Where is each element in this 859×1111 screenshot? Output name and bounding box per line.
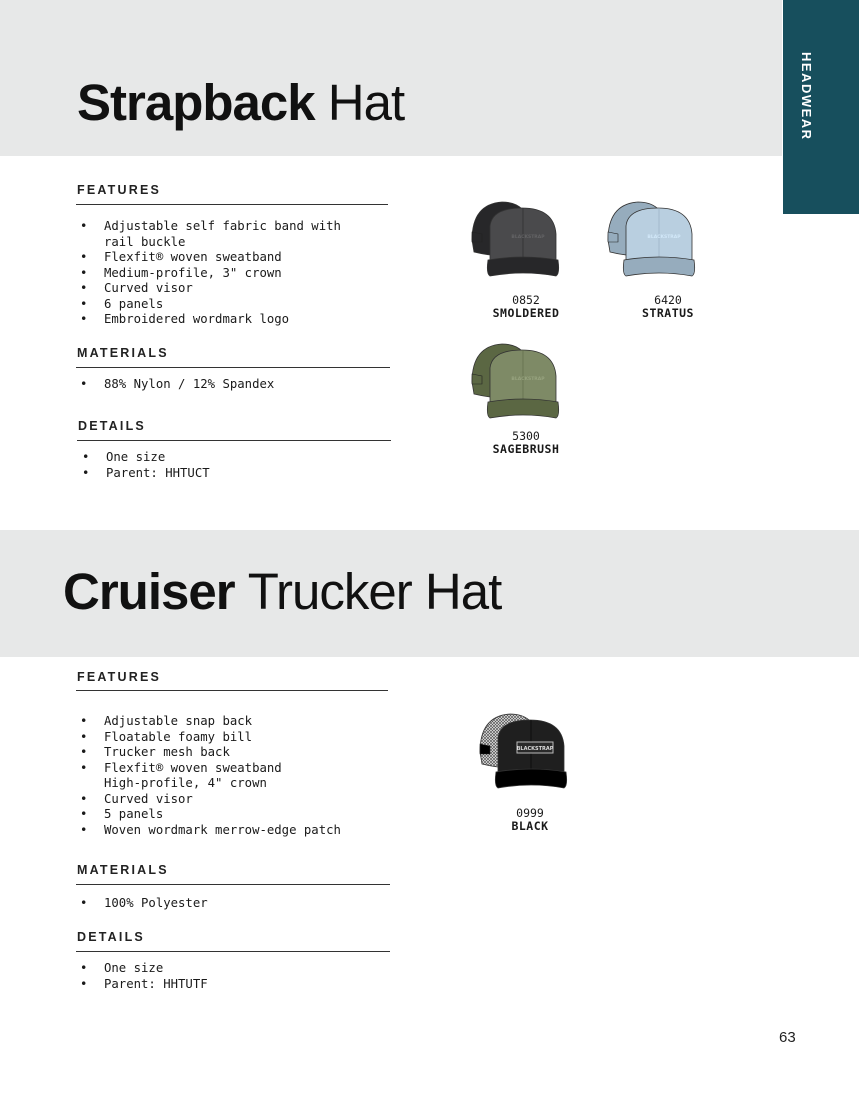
page-number: 63	[779, 1029, 796, 1046]
details-heading: DETAILS	[78, 419, 146, 433]
brim	[623, 257, 694, 276]
list-item: • One size	[78, 961, 208, 977]
svg-text:BLACKSTRAP: BLACKSTRAP	[516, 746, 554, 752]
back-strap	[472, 374, 482, 384]
product-title-strapback	[77, 72, 404, 134]
color-code: 0852	[512, 293, 540, 307]
title-bold: Strapback	[77, 74, 315, 131]
features-list	[78, 219, 341, 328]
list-item: • Curved visor	[78, 281, 341, 297]
svg-text:BLACKSTRAP: BLACKSTRAP	[511, 235, 545, 240]
list-item: • Flexfit® woven sweatband	[78, 250, 341, 266]
title-bold: Cruiser	[63, 563, 235, 620]
list-item: • Floatable foamy bill	[78, 730, 341, 746]
brim	[487, 257, 558, 276]
materials-list	[78, 896, 208, 912]
list-item: • 5 panels	[78, 807, 341, 823]
svg-text:BLACKSTRAP: BLACKSTRAP	[511, 377, 545, 382]
materials-heading: MATERIALS	[77, 346, 169, 360]
list-item: • Medium-profile, 3" crown	[78, 266, 341, 282]
list-item: • Adjustable self fabric band with rail buckle	[78, 219, 341, 250]
color-code: 0999	[516, 806, 544, 820]
hat-swatch-sagebrush	[468, 338, 568, 428]
details-list	[78, 961, 208, 992]
section-tab-label: HEADWEAR	[799, 52, 814, 141]
list-item: • Parent: HHTUCT	[80, 466, 210, 482]
list-item: • Trucker mesh back	[78, 745, 341, 761]
divider	[76, 884, 390, 885]
product-title-cruiser	[63, 561, 501, 623]
list-item: • 6 panels	[78, 297, 341, 313]
title-light: Trucker Hat	[247, 563, 502, 620]
color-name: STRATUS	[642, 306, 694, 320]
list-item: • Adjustable snap back	[78, 714, 341, 730]
materials-list	[78, 377, 274, 393]
features-heading: FEATURES	[77, 183, 162, 197]
divider	[76, 204, 388, 205]
title-light: Hat	[327, 74, 405, 131]
list-item: • 100% Polyester	[78, 896, 208, 912]
details-list	[80, 450, 210, 481]
features-heading: FEATURES	[77, 670, 162, 684]
color-name: BLACK	[511, 819, 549, 833]
color-code: 5300	[512, 429, 540, 443]
list-item: • Parent: HHTUTF	[78, 977, 208, 993]
list-item: • Woven wordmark merrow-edge patch	[78, 823, 341, 839]
list-item: • 88% Nylon / 12% Spandex	[78, 377, 274, 393]
hat-swatch-black	[476, 708, 576, 798]
color-name: SMOLDERED	[492, 306, 560, 320]
list-item: • Embroidered wordmark logo	[78, 312, 341, 328]
details-heading: DETAILS	[77, 930, 145, 944]
brim	[487, 399, 558, 418]
materials-heading: MATERIALS	[77, 863, 169, 877]
back-strap	[480, 744, 490, 754]
list-item: • Flexfit® woven sweatband High-profile, 4" crown	[78, 761, 341, 792]
divider	[76, 690, 388, 691]
color-code: 6420	[654, 293, 682, 307]
hat-swatch-stratus	[604, 196, 704, 286]
list-item: • One size	[80, 450, 210, 466]
divider	[76, 367, 390, 368]
back-strap	[472, 232, 482, 242]
features-list	[78, 714, 341, 838]
hat-swatch-smoldered	[468, 196, 568, 286]
brim	[495, 769, 566, 788]
list-item: • Curved visor	[78, 792, 341, 808]
back-strap	[608, 232, 618, 242]
divider	[77, 440, 391, 441]
svg-text:BLACKSTRAP: BLACKSTRAP	[647, 235, 681, 240]
color-name: SAGEBRUSH	[492, 442, 560, 456]
divider	[76, 951, 390, 952]
